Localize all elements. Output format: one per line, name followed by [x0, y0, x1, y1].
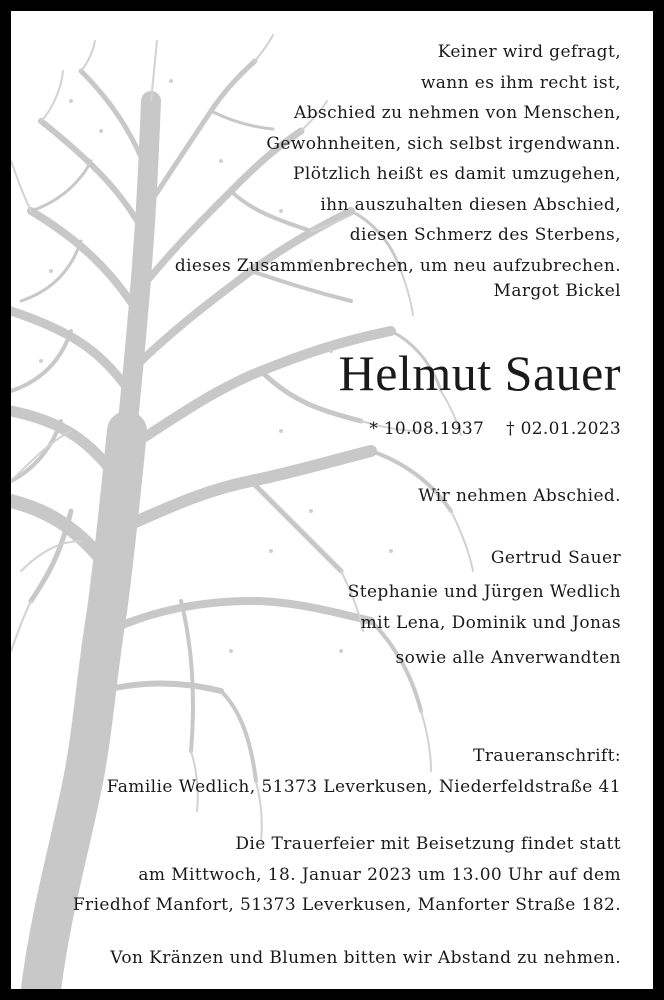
- funeral-service-info: [73, 829, 621, 921]
- deceased-name: Helmut Sauer: [338, 345, 621, 401]
- mourner-line: Stephanie und Jürgen Wedlich: [347, 582, 621, 602]
- mourner-relatives: sowie alle Anverwandten: [395, 648, 621, 668]
- poem-author: Margot Bickel: [493, 281, 621, 301]
- poem-line: Plötzlich heißt es damit umzugehen,: [293, 164, 621, 184]
- mourning-address: [107, 741, 621, 802]
- birth-date: * 10.08.1937: [369, 419, 485, 439]
- address-label: Traueranschrift:: [473, 746, 621, 766]
- poem-line: diesen Schmerz des Sterbens,: [349, 225, 621, 245]
- service-line: Die Trauerfeier mit Beisetzung findet statt: [235, 834, 621, 854]
- service-line: am Mittwoch, 18. Januar 2023 um 13.00 Uhr auf dem: [138, 864, 621, 885]
- life-dates: [369, 419, 621, 439]
- flowers-request: Von Kränzen und Blumen bitten wir Abstand zu nehmen.: [110, 948, 621, 968]
- service-line: Friedhof Manfort, 51373 Leverkusen, Manforter Straße 182.: [72, 895, 621, 915]
- poem-line: Abschied zu nehmen von Menschen,: [294, 103, 621, 123]
- poem: [175, 37, 621, 281]
- poem-line: dieses Zusammenbrechen, um neu aufzubrechen.: [174, 255, 621, 276]
- mourner-children: [348, 577, 621, 638]
- mourner-spouse: Gertrud Sauer: [490, 548, 621, 568]
- poem-line: Gewohnheiten, sich selbst irgendwann.: [266, 133, 621, 154]
- death-date: † 02.01.2023: [506, 419, 621, 439]
- mourner-line: mit Lena, Dominik und Jonas: [360, 612, 621, 633]
- poem-line: wann es ihm recht ist,: [420, 72, 621, 93]
- poem-line: Keiner wird gefragt,: [437, 42, 621, 62]
- farewell-statement: Wir nehmen Abschied.: [418, 486, 621, 506]
- poem-line: ihn auszuhalten diesen Abschied,: [320, 194, 621, 215]
- address-value: Familie Wedlich, 51373 Leverkusen, Niederfeldstraße 41: [106, 776, 621, 797]
